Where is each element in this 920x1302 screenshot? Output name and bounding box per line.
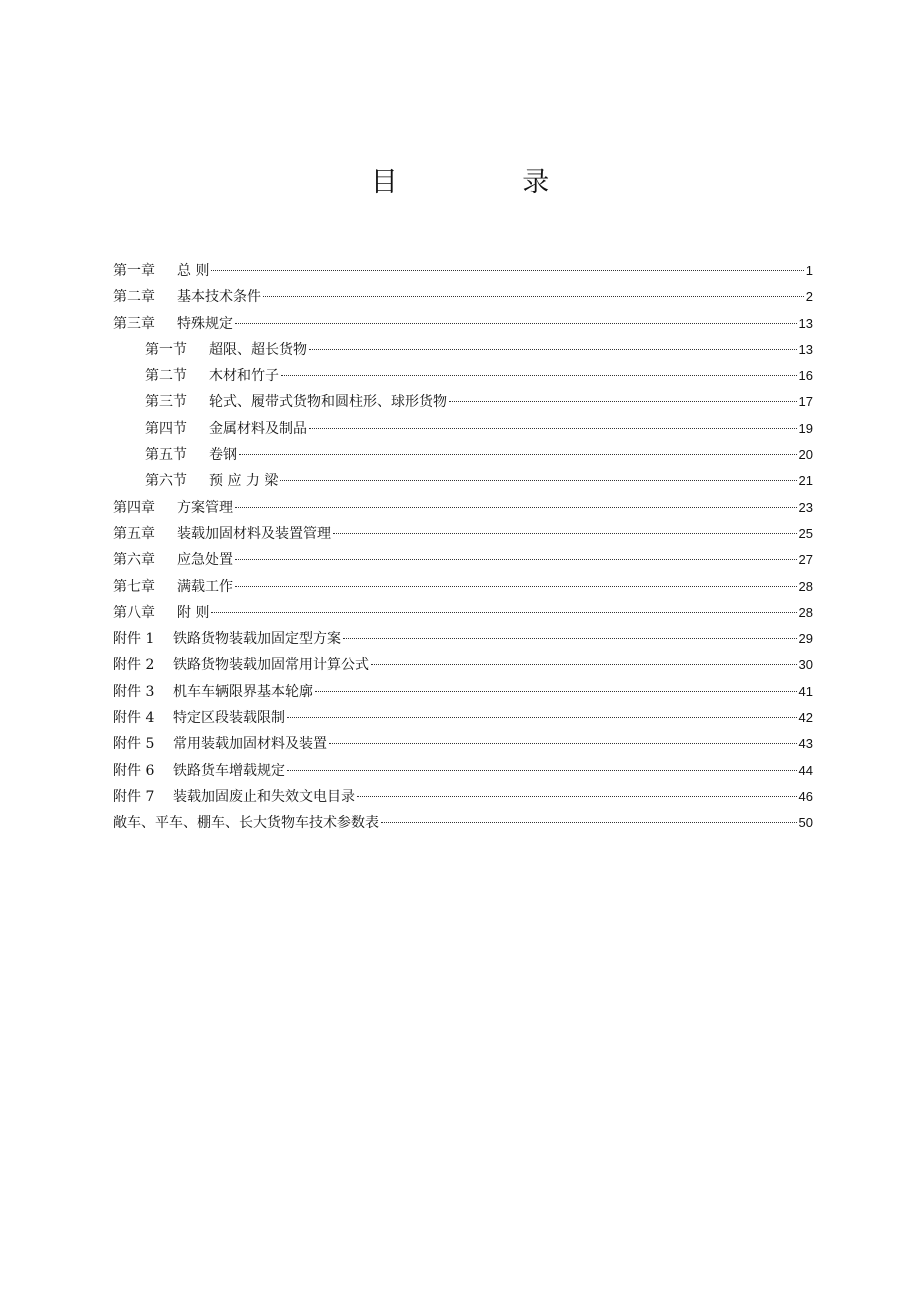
toc-entry-label: [113, 284, 261, 310]
toc-entry-label: [113, 495, 233, 521]
dot-leader: [287, 717, 797, 718]
toc-entry[interactable]: [113, 810, 813, 836]
toc-entry-number: 第二章: [113, 289, 155, 306]
toc-entry-text: 机车车辆限界基本轮廓: [173, 683, 313, 700]
toc-entry[interactable]: [113, 731, 813, 757]
toc-entry-page-number: 41: [798, 683, 813, 699]
dot-leader: [235, 586, 797, 587]
toc-entry-page-number: 13: [798, 341, 813, 357]
dot-leader: [263, 296, 804, 297]
toc-entry-number: 附件 1: [113, 631, 155, 648]
toc-entry-label: [113, 626, 341, 652]
toc-entry-number: 附件 3: [113, 683, 155, 700]
toc-entry-text: 总 则: [177, 263, 210, 279]
toc-entry[interactable]: [113, 416, 813, 442]
toc-entry[interactable]: [113, 389, 813, 415]
toc-entry-label: [113, 652, 369, 678]
toc-entry-number: 附件 5: [113, 736, 155, 753]
toc-entry-text: 装载加固废止和失效文电目录: [173, 788, 355, 805]
toc-entry-number: 第二节: [145, 368, 187, 385]
dot-leader: [309, 349, 797, 350]
dot-leader: [239, 454, 797, 455]
dot-leader: [381, 822, 797, 823]
toc-entry-number: 第三章: [113, 315, 155, 332]
toc-entry-text: 铁路货车增载规定: [173, 762, 285, 779]
toc-entry-text: 木材和竹子: [209, 368, 279, 385]
toc-entry-label: [145, 363, 279, 389]
toc-entry[interactable]: [113, 626, 813, 652]
toc-entry-text: 卷钢: [209, 447, 237, 464]
toc-entry-text: 轮式、履带式货物和圆柱形、球形货物: [209, 394, 447, 411]
toc-entry[interactable]: [113, 521, 813, 547]
toc-entry-label: [113, 705, 285, 731]
toc-entry-text: 特定区段装载限制: [173, 710, 285, 727]
toc-entry-page-number: 27: [798, 552, 813, 568]
toc-entry-page-number: 28: [798, 604, 813, 620]
toc-entry-number: 第六节: [145, 473, 187, 490]
toc-entry-page-number: 16: [798, 368, 813, 384]
toc-entry[interactable]: [113, 574, 813, 600]
toc-entry-number: 第四节: [145, 420, 187, 437]
toc-entry-page-number: 30: [798, 657, 813, 673]
toc-entry-label: [145, 468, 278, 494]
dot-leader: [449, 401, 797, 402]
toc-entry-number: 第一章: [113, 263, 155, 279]
toc-entry-page-number: 44: [798, 762, 813, 778]
toc-entry[interactable]: [113, 705, 813, 731]
dot-leader: [235, 507, 797, 508]
toc-entry-page-number: 13: [798, 315, 813, 331]
toc-entry-label: [145, 389, 447, 415]
toc-entry-page-number: 19: [798, 420, 813, 436]
toc-entry[interactable]: [113, 679, 813, 705]
toc-entry-text: 装载加固材料及装置管理: [177, 525, 331, 542]
toc-entry-text: 铁路货物装载加固定型方案: [173, 631, 341, 648]
toc-entry[interactable]: [113, 337, 813, 363]
dot-leader: [333, 533, 797, 534]
toc-entry-page-number: 1: [805, 263, 813, 278]
toc-entry[interactable]: [113, 758, 813, 784]
toc-entry-number: 第七章: [113, 578, 155, 595]
dot-leader: [235, 323, 797, 324]
dot-leader: [287, 770, 797, 771]
toc-entry-number: 第一节: [145, 341, 187, 358]
toc-entry-number: 第五节: [145, 447, 187, 464]
toc-entry-page-number: 20: [798, 447, 813, 463]
toc-entry-label: [113, 679, 313, 705]
dot-leader: [343, 638, 797, 639]
toc-entry-page-number: 21: [798, 473, 813, 489]
toc-entry-page-number: 17: [798, 394, 813, 410]
toc-entry-text: 铁路货物装载加固常用计算公式: [173, 657, 369, 674]
toc-entry[interactable]: [113, 258, 813, 284]
toc-entry-text: 特殊规定: [177, 315, 233, 332]
toc-entry-label: [113, 600, 209, 626]
toc-entry-page-number: 50: [798, 815, 813, 831]
toc-entry-label: [113, 810, 379, 836]
toc-entry-number: 附件 2: [113, 657, 155, 674]
toc-entry-text: 常用装载加固材料及装置: [173, 736, 327, 753]
toc-entry-number: 第八章: [113, 604, 155, 621]
toc-entry-label: [145, 442, 237, 468]
toc-entry[interactable]: [113, 363, 813, 389]
toc-entry-text: 满载工作: [177, 578, 233, 595]
toc-entry-label: [113, 784, 355, 810]
toc-entry-text: 方案管理: [177, 499, 233, 516]
toc-entry-number: 第五章: [113, 525, 155, 542]
toc-entry[interactable]: [113, 652, 813, 678]
dot-leader: [211, 270, 803, 271]
toc-entry[interactable]: [113, 468, 813, 494]
toc-entry-label: [113, 731, 327, 757]
dot-leader: [235, 559, 797, 560]
dot-leader: [315, 691, 797, 692]
toc-entry-page-number: 2: [805, 289, 813, 305]
toc-entry-text: 敞车、平车、棚车、长大货物车技术参数表: [113, 815, 379, 832]
dot-leader: [211, 612, 796, 613]
toc-entry[interactable]: [113, 600, 813, 626]
toc-entry[interactable]: [113, 442, 813, 468]
page-title: 目 录: [370, 167, 608, 198]
toc-entry-number: 第六章: [113, 552, 155, 569]
toc-entry-page-number: 42: [798, 710, 813, 726]
toc-entry-label: [145, 337, 307, 363]
toc-entry[interactable]: [113, 547, 813, 573]
toc-entry-number: 附件 4: [113, 710, 155, 727]
dot-leader: [329, 743, 797, 744]
dot-leader: [309, 428, 797, 429]
toc-entry-text: 应急处置: [177, 552, 233, 569]
dot-leader: [281, 375, 797, 376]
toc-entry[interactable]: [113, 495, 813, 521]
toc-list: [113, 258, 813, 837]
toc-entry-label: [113, 574, 233, 600]
toc-entry-text: 预 应 力 梁: [209, 473, 279, 490]
dot-leader: [280, 480, 796, 481]
toc-entry-page-number: 29: [798, 631, 813, 647]
toc-entry-number: 第四章: [113, 499, 155, 516]
toc-entry[interactable]: [113, 784, 813, 810]
toc-entry-number: 附件 7: [113, 788, 155, 805]
toc-entry-page-number: 28: [798, 578, 813, 594]
toc-entry-text: 附 则: [177, 604, 210, 621]
toc-entry-text: 基本技术条件: [177, 289, 261, 306]
toc-entry-label: [145, 416, 307, 442]
toc-entry[interactable]: [113, 311, 813, 337]
toc-entry-label: [113, 311, 233, 337]
toc-entry-number: 附件 6: [113, 762, 155, 779]
toc-entry-label: [113, 547, 233, 573]
toc-entry-label: [113, 758, 285, 784]
toc-entry-page-number: 23: [798, 499, 813, 515]
dot-leader: [371, 664, 797, 665]
toc-entry-page-number: 25: [798, 525, 813, 541]
toc-entry-label: [113, 521, 331, 547]
dot-leader: [357, 796, 797, 797]
toc-entry-text: 金属材料及制品: [209, 420, 307, 437]
toc-entry-page-number: 46: [798, 788, 813, 804]
toc-entry-number: 第三节: [145, 394, 187, 411]
toc-entry-label: [113, 258, 209, 284]
toc-entry-text: 超限、超长货物: [209, 341, 307, 358]
toc-entry[interactable]: [113, 284, 813, 310]
toc-entry-page-number: 43: [798, 736, 813, 752]
